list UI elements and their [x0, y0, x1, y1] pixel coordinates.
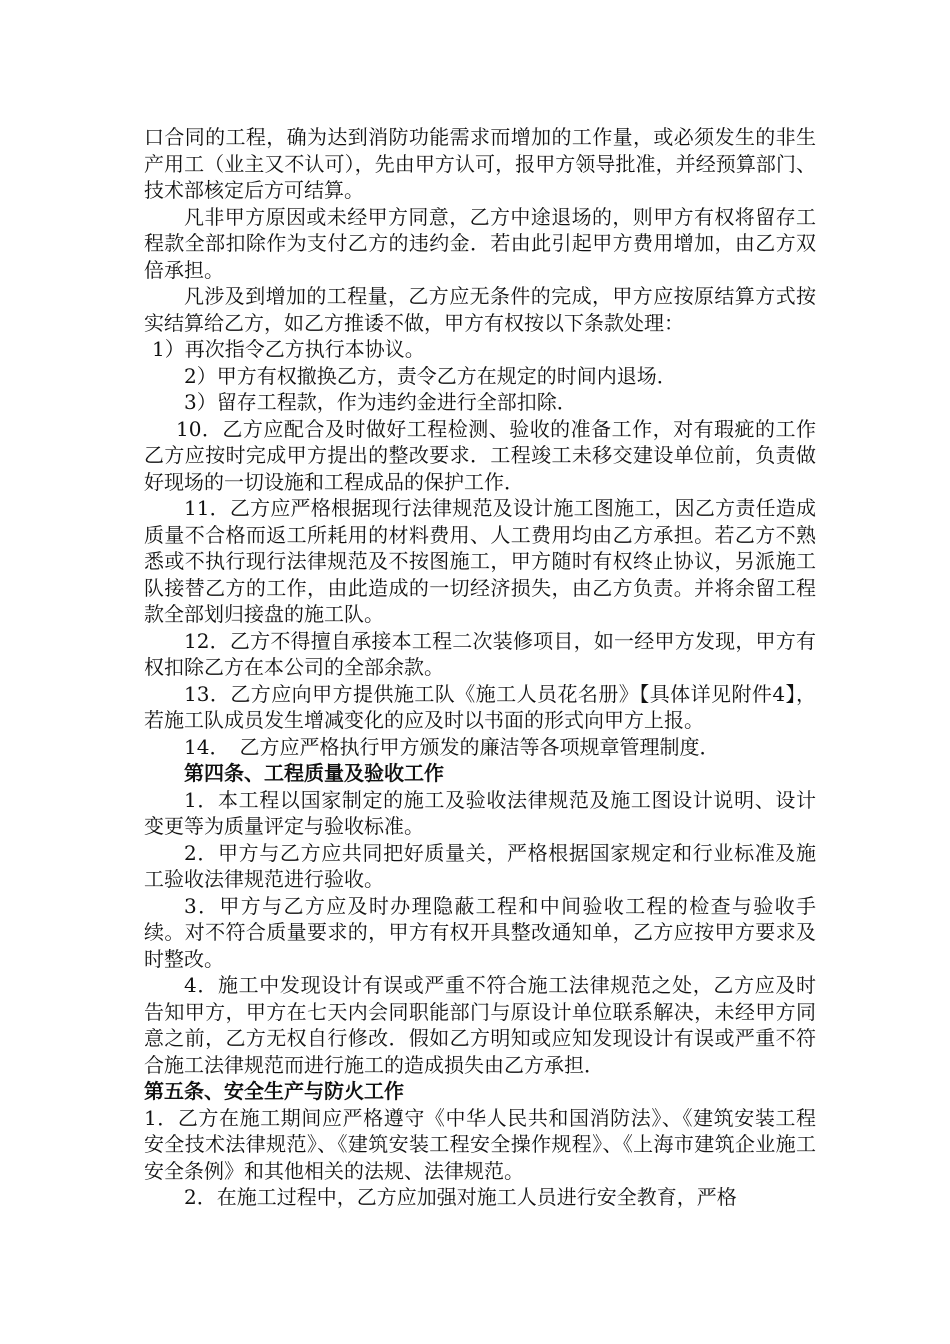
paragraph-early-exit-penalty: 凡非甲方原因或未经甲方同意，乙方中途退场的，则甲方有权将留存工程款全部扣除作为支付乙方的违约金．若由此引起甲方费用增加，由乙方双倍承担。: [144, 204, 816, 282]
section-5-item-1: 1．乙方在施工期间应严格遵守《中华人民共和国消防法》、《建筑安装工程安全技术法律规范》、《建筑安装工程安全操作规程》、《上海市建筑企业施工安全条例》和其他相关的法规、法律规范。: [144, 1105, 816, 1183]
section-4-item-4: 4．施工中发现设计有误或严重不符合施工法律规范之处，乙方应及时告知甲方，甲方在七天内会同职能部门与原设计单位联系解决，未经甲方同意之前，乙方无权自行修改．假如乙方明知或应知发现设计有误或严重不符合施工法律规范而进行施工的造成损失由乙方承担．: [144, 973, 816, 1077]
clause-12: 12．乙方不得擅自承接本工程二次装修项目，如一经甲方发现，甲方有权扣除乙方在本公司的全部余款。: [144, 628, 816, 679]
document-page: [144, 124, 816, 1211]
clause-13: 13．乙方应向甲方提供施工队《施工人员花名册》【具体详见附件4】，若施工队成员发生增减变化的应及时以书面的形式向甲方上报。: [144, 681, 816, 732]
list-item-2: 2）甲方有权撤换乙方，责令乙方在规定的时间内退场．: [184, 363, 677, 388]
section-4-item-1: 1．本工程以国家制定的施工及验收法律规范及施工图设计说明、设计变更等为质量评定与验收标准。: [144, 787, 816, 838]
section-5-item-2: 2．在施工过程中，乙方应加强对施工人员进行安全教育，严格: [184, 1185, 737, 1209]
list-item-3: 3）留存工程款，作为违约金进行全部扣除．: [184, 390, 577, 414]
list-item-1: 1）再次指令乙方执行本协议。: [152, 337, 425, 361]
clause-14: 14． 乙方应严格执行甲方颁发的廉洁等各项规章管理制度．: [184, 734, 720, 759]
section-4-heading: 第四条、工程质量及验收工作: [184, 761, 444, 785]
paragraph-additional-work: 凡涉及到增加的工程量，乙方应无条件的完成，甲方应按原结算方式按实结算给乙方，如乙方推诿不做，甲方有权按以下条款处理：: [144, 284, 816, 335]
section-4-item-2: 2．甲方与乙方应共同把好质量关，严格根据国家规定和行业标准及施工验收法律规范进行验收。: [144, 840, 816, 891]
paragraph-engineering-scope: 口合同的工程，确为达到消防功能需求而增加的工作量，或必须发生的非生产用工（业主又不认可），先由甲方认可，报甲方领导批准，并经预算部门、技术部核定后方可结算。: [144, 125, 816, 202]
section-5-heading: 第五条、安全生产与防火工作: [144, 1079, 404, 1103]
clause-11: 11．乙方应严格根据现行法律规范及设计施工图施工，因乙方责任造成质量不合格而返工所耗用的材料费用、人工费用均由乙方承担。若乙方不熟悉或不执行现行法律规范及不按图施工，甲方随时有权终止协议，另派施工队接替乙方的工作，由此造成的一切经济损失，由乙方负责。并将余留工程款全部划归接盘的施工队。: [144, 496, 816, 626]
clause-10: 10．乙方应配合及时做好工程检测、验收的准备工作，对有瑕疵的工作乙方应按时完成甲方提出的整改要求．工程竣工未移交建设单位前，负责做好现场的一切设施和工程成品的保护工作．: [144, 416, 816, 494]
section-4-item-3: 3．甲方与乙方应及时办理隐蔽工程和中间验收工程的检查与验收手续。对不符合质量要求的，甲方有权开具整改通知单，乙方应按甲方要求及时整改。: [144, 893, 816, 971]
